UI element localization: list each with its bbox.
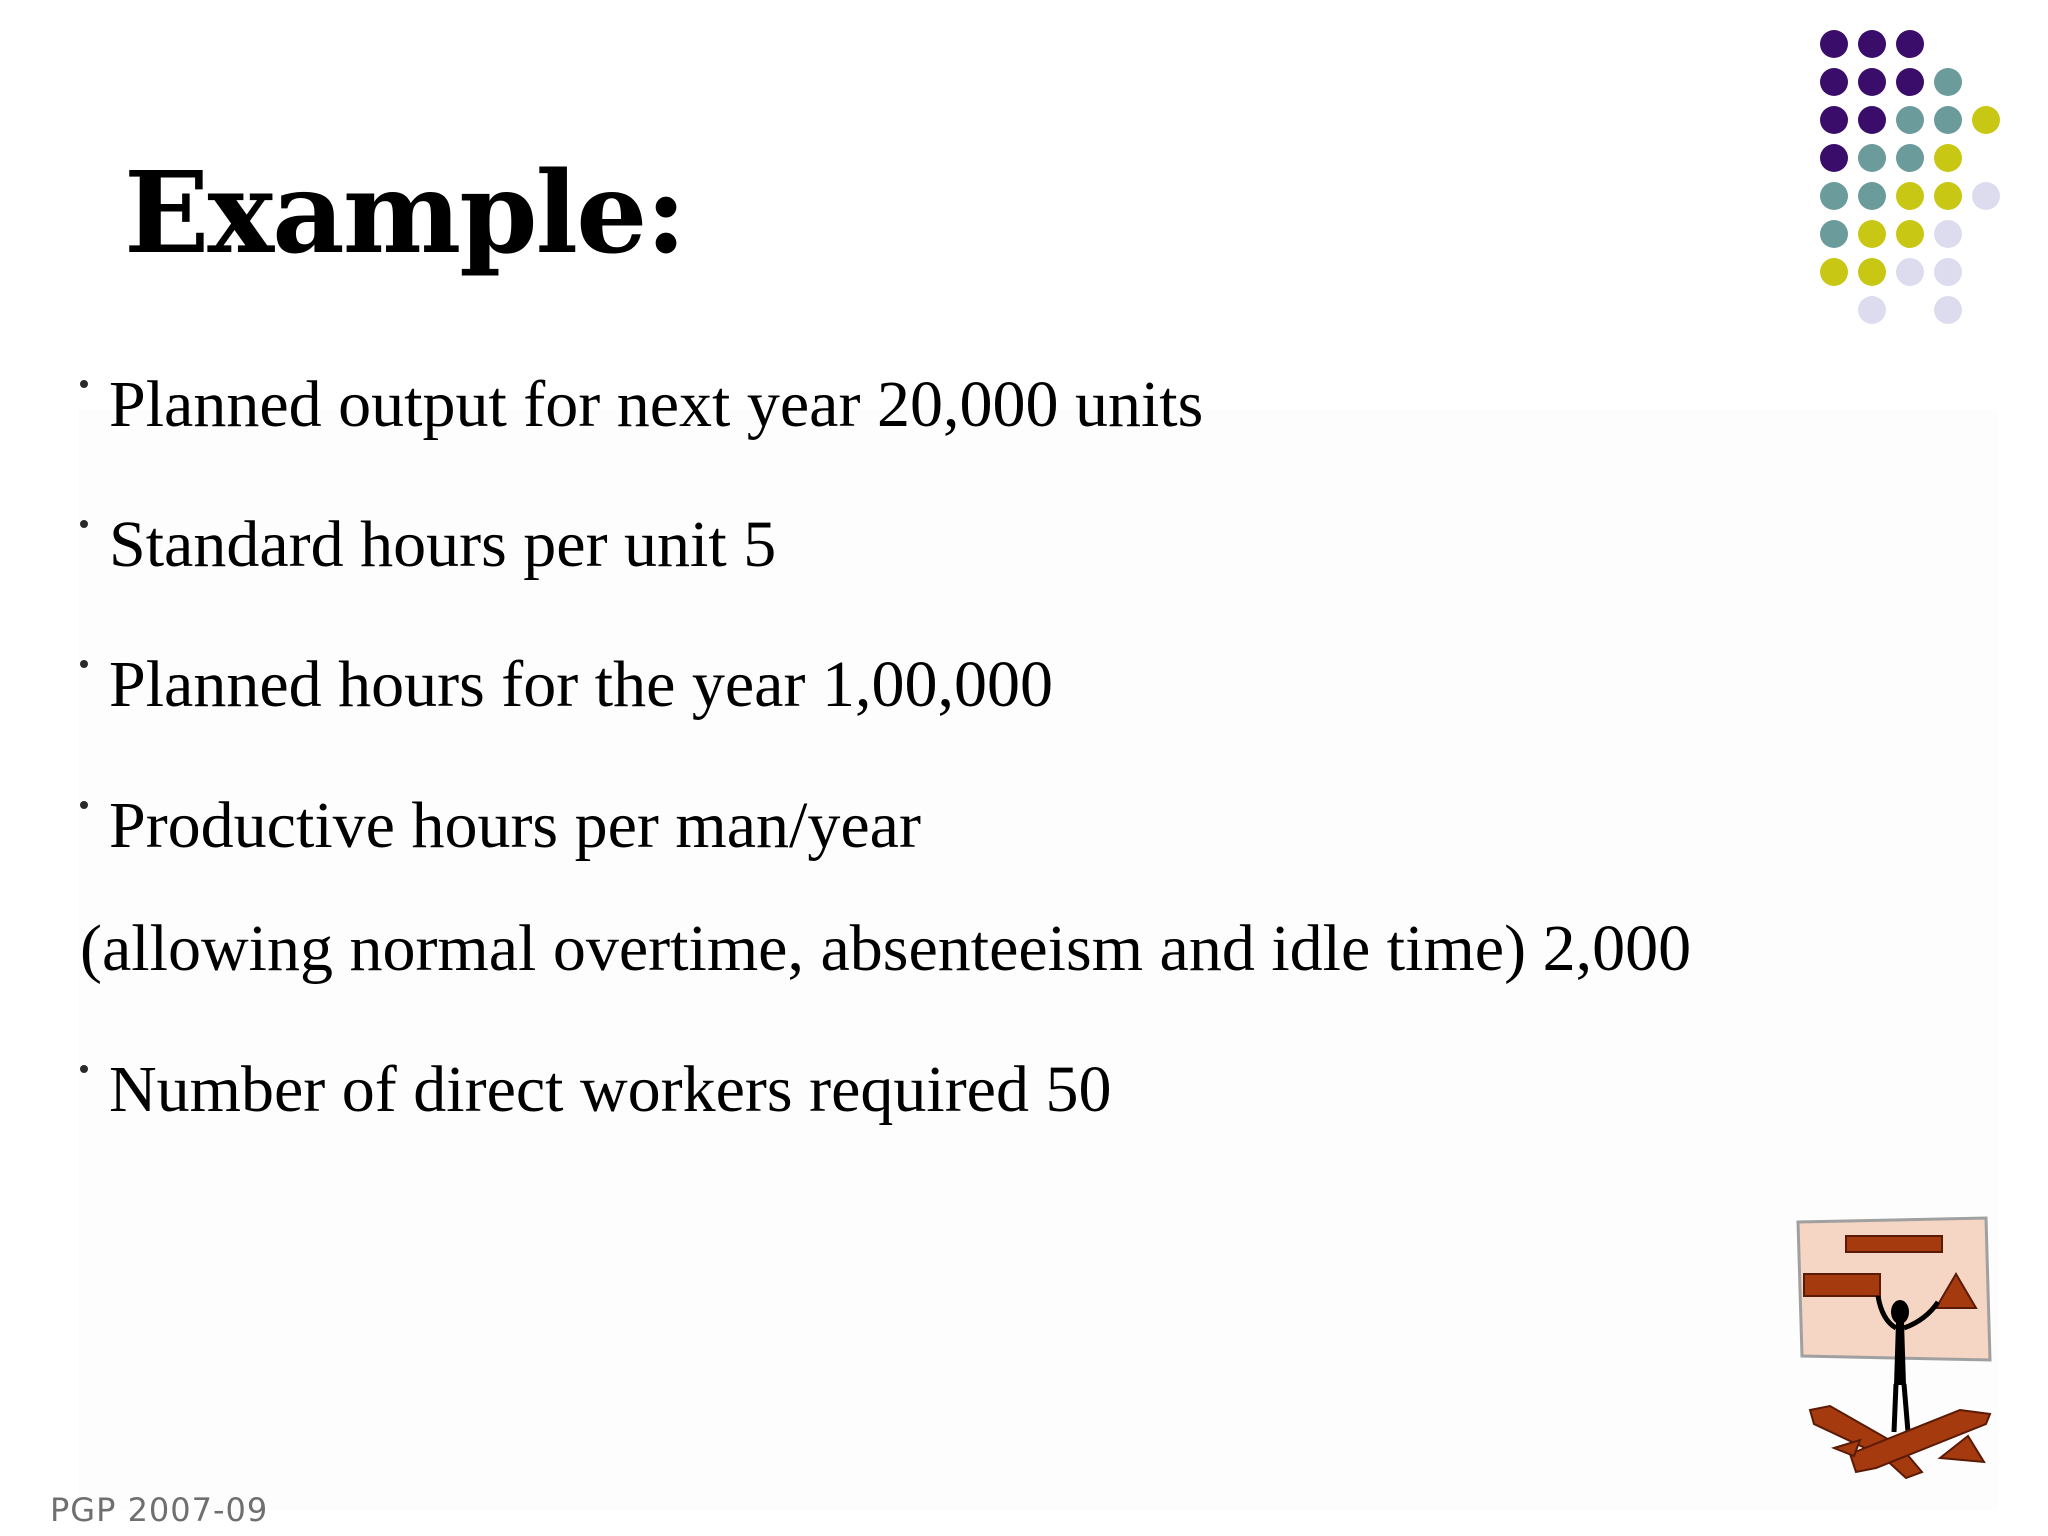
decorative-dot: [1858, 296, 1886, 324]
decorative-dot: [1858, 144, 1886, 172]
slide-footer: PGP 2007-09: [50, 1491, 269, 1529]
bullet-text: Number of direct workers required 50: [109, 1053, 1112, 1126]
decorative-dot: [1858, 182, 1886, 210]
decorative-dot-grid: [1820, 30, 2020, 340]
bullet-item: [80, 789, 921, 862]
continuation-line: [80, 912, 1692, 985]
bullet-text: Planned hours for the year 1,00,000: [109, 648, 1053, 721]
decorative-dot: [1820, 68, 1848, 96]
bullet-text: Planned output for next year 20,000 units: [109, 368, 1204, 441]
bullet-icon: [80, 660, 88, 668]
decorative-dot: [1858, 106, 1886, 134]
slide-title: Example:: [124, 148, 685, 279]
decorative-dot: [1896, 258, 1924, 286]
bullet-item: [80, 648, 1053, 721]
decorative-dot: [1858, 30, 1886, 58]
decorative-dot: [1896, 144, 1924, 172]
decorative-dot: [1896, 30, 1924, 58]
decorative-dot: [1934, 296, 1962, 324]
person-holding-shapes-icon: [1790, 1210, 2020, 1500]
bullet-item: [80, 1053, 1112, 1126]
decorative-dot: [1972, 182, 2000, 210]
decorative-dot: [1896, 220, 1924, 248]
decorative-dot: [1896, 68, 1924, 96]
decorative-dot: [1820, 30, 1848, 58]
decorative-dot: [1858, 258, 1886, 286]
bullet-icon: [80, 380, 88, 388]
decorative-dot: [1820, 144, 1848, 172]
bullet-icon: [80, 1065, 88, 1073]
decorative-dot: [1896, 106, 1924, 134]
decorative-dot: [1820, 258, 1848, 286]
bullet-icon: [80, 801, 88, 809]
bullet-item: [80, 368, 1204, 441]
decorative-dot: [1972, 106, 2000, 134]
decorative-dot: [1858, 68, 1886, 96]
decorative-dot: [1934, 182, 1962, 210]
bullet-item: [80, 508, 777, 581]
bullet-icon: [80, 520, 88, 528]
decorative-dot: [1934, 220, 1962, 248]
continuation-text: (allowing normal overtime, absenteeism and idle time) 2,000: [80, 912, 1692, 985]
decorative-dot: [1858, 220, 1886, 248]
decorative-dot: [1934, 258, 1962, 286]
decorative-dot: [1820, 220, 1848, 248]
decorative-dot: [1820, 182, 1848, 210]
decorative-dot: [1820, 106, 1848, 134]
decorative-dot: [1934, 144, 1962, 172]
decorative-dot: [1934, 106, 1962, 134]
bullet-text: Productive hours per man/year: [109, 789, 921, 862]
decorative-dot: [1934, 68, 1962, 96]
bullet-text: Standard hours per unit 5: [109, 508, 777, 581]
decorative-dot: [1896, 182, 1924, 210]
